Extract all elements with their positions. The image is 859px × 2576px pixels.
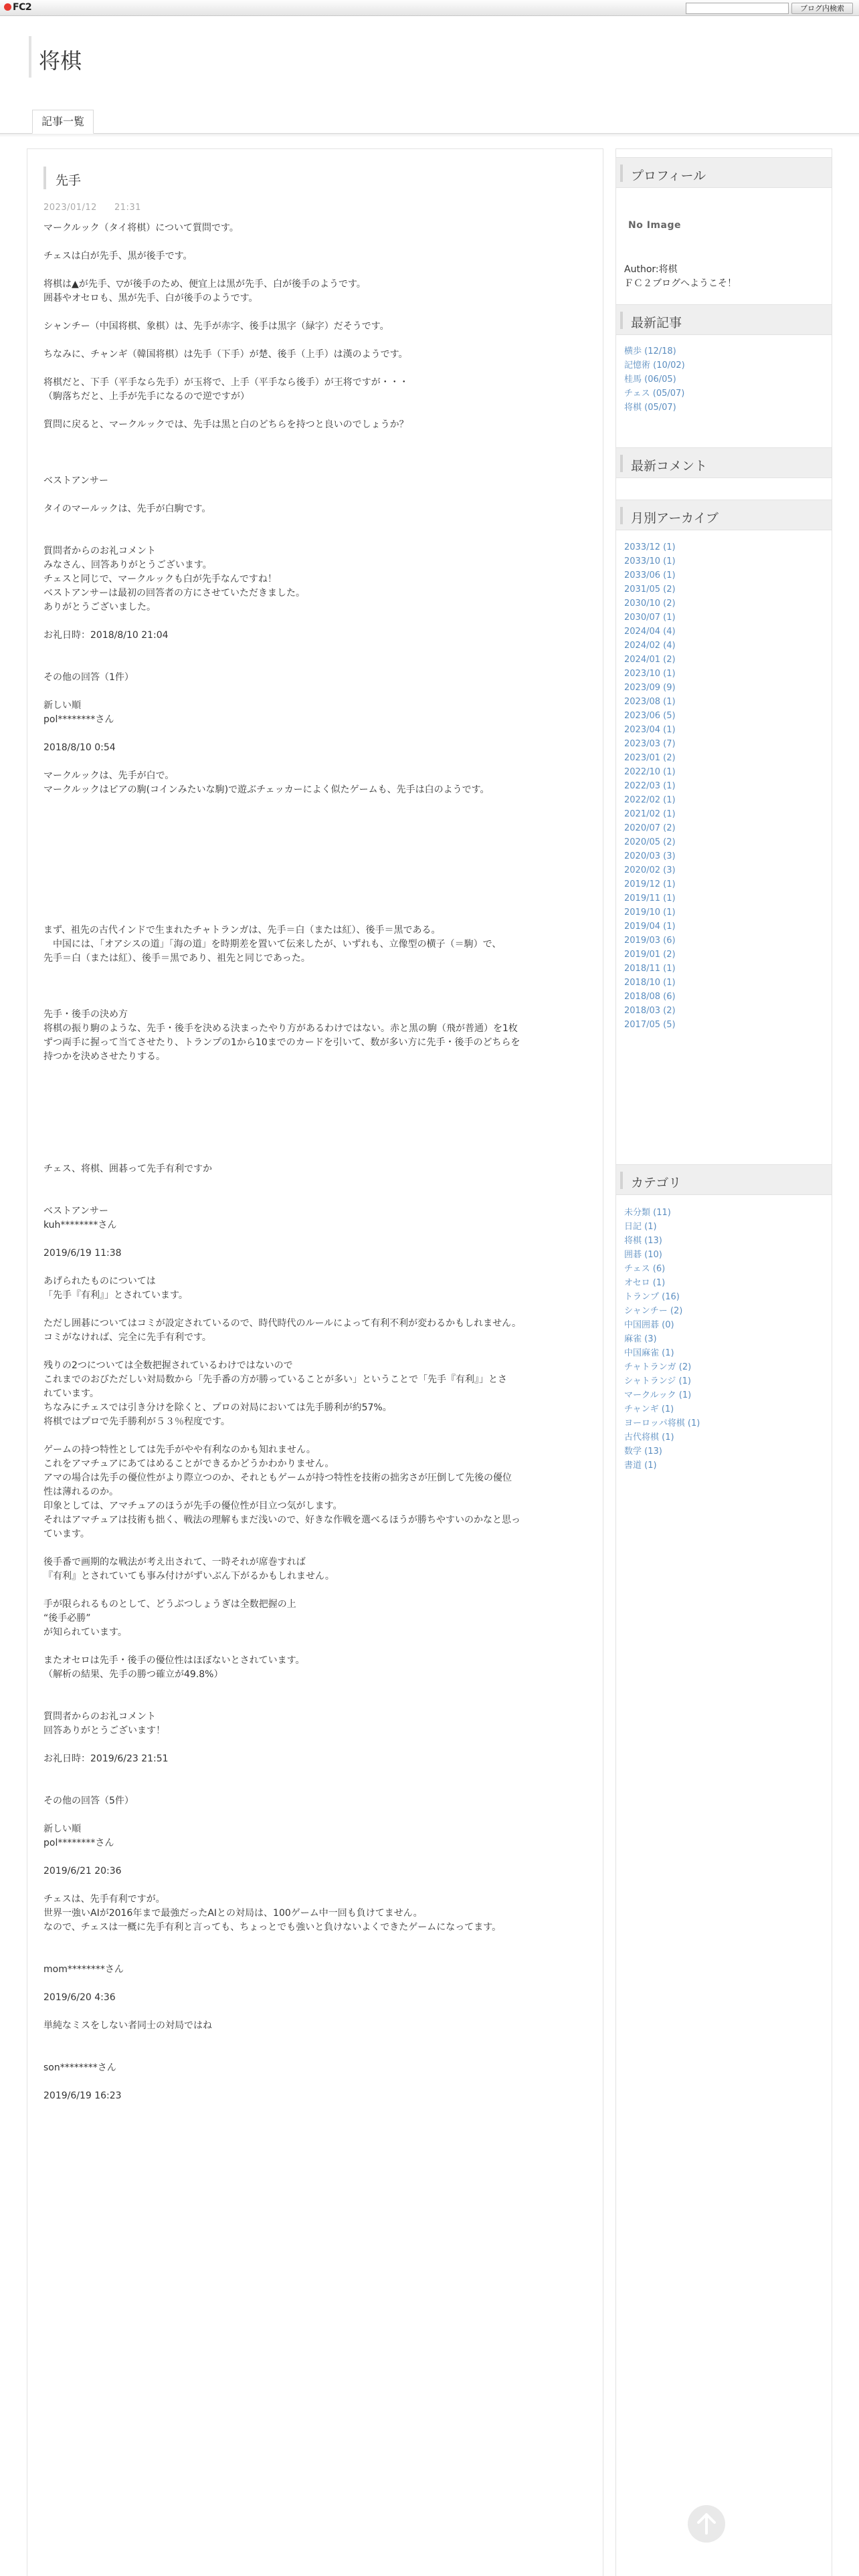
blog-header	[0, 16, 859, 134]
fc2-logo[interactable]	[4, 2, 31, 13]
archive-link[interactable]: 2033/06 (1)	[624, 570, 676, 580]
category-link[interactable]: マークルック (1)	[624, 1390, 692, 1400]
category-link[interactable]: ヨーロッパ将棋 (1)	[624, 1418, 700, 1428]
category-link[interactable]: チャンギ (1)	[624, 1404, 674, 1414]
entry-paragraph: 印象としては、アマチュアのほうが先手の優位性が目立つ気がします。	[43, 1501, 343, 1511]
entry-blank-line	[43, 1696, 592, 1710]
archive-item	[624, 625, 676, 639]
archive-item	[624, 990, 676, 1004]
category-link[interactable]: シャトランジ (1)	[624, 1376, 691, 1386]
entry-paragraph: son********さん	[43, 2062, 116, 2073]
entry-blank-line	[43, 2005, 592, 2019]
entry-paragraph: ベストアンサー	[43, 475, 109, 486]
profile-no-image: No Image	[628, 220, 681, 231]
category-item	[624, 1430, 700, 1444]
entry-blank-line	[43, 615, 592, 629]
archive-link[interactable]: 2021/02 (1)	[624, 809, 676, 819]
sidebar-heading-text: プロフィール	[631, 169, 706, 183]
archive-item	[624, 1004, 676, 1018]
category-item	[624, 1290, 700, 1304]
fc2-toolbar	[0, 0, 859, 16]
entry-blank-line	[43, 727, 592, 741]
entry-blank-line	[43, 263, 592, 278]
entry-paragraph: これまでのおびただしい対局数から「先手番の方が勝っていることが多い」ということで「先手『有利』」とさ	[43, 1374, 507, 1385]
entry-blank-line	[43, 2033, 592, 2047]
category-item	[624, 1318, 700, 1332]
archive-item	[624, 639, 676, 653]
entry-paragraph: 将棋ではプロで先手勝利が５３％程度です。	[43, 1416, 230, 1427]
entry-paragraph: あげられたものについては	[43, 1276, 156, 1287]
entry-blank-line	[43, 685, 592, 699]
archive-item	[624, 807, 676, 821]
archive-item	[624, 891, 676, 905]
category-link[interactable]: 日記 (1)	[624, 1222, 657, 1232]
archive-item	[624, 568, 676, 582]
archive-link[interactable]: 2023/01 (2)	[624, 753, 676, 763]
archive-item	[624, 597, 676, 611]
archive-link[interactable]: 2018/11 (1)	[624, 964, 676, 974]
entry-paragraph: kuh********さん	[43, 1220, 117, 1230]
recent-article-item	[624, 401, 685, 415]
main-column	[27, 148, 603, 2576]
archive-link[interactable]: 2030/07 (1)	[624, 613, 676, 623]
header-shadow	[0, 134, 859, 137]
archive-item	[624, 667, 676, 681]
archive-link[interactable]: 2023/10 (1)	[624, 669, 676, 679]
entry-paragraph: ちなみにチェスでは引き分けを除くと、プロの対局においては先手勝利が約57%。	[43, 1402, 392, 1413]
archive-link[interactable]: 2024/01 (2)	[624, 655, 676, 665]
entry-blank-line	[43, 1850, 592, 1864]
entry-paragraph: ちなみに、チャンギ（韓国将棋）は先手（下手）が楚、後手（上手）は漢のようです。	[43, 349, 408, 360]
heading-marker	[620, 312, 623, 329]
entry-paragraph: アマの場合は先手の優位性がより際立つのか、それともゲームが持つ特性を技術の拙劣さが圧倒して先後の優位	[43, 1473, 512, 1483]
entry-paragraph: お礼日時：2019/6/23 21:51	[43, 1753, 169, 1764]
entry-paragraph: マークルック（タイ将棋）について質問です。	[43, 223, 239, 233]
archive-item	[624, 765, 676, 779]
category-link[interactable]: チャトランガ (2)	[624, 1362, 692, 1372]
category-link[interactable]: 書道 (1)	[624, 1461, 657, 1471]
category-link[interactable]: 未分類 (11)	[624, 1208, 671, 1218]
entry-blank-line	[43, 1879, 592, 1893]
header-accent-bar	[29, 36, 31, 78]
recent-article-item	[624, 387, 685, 401]
entry-paragraph: ベストアンサーは最初の回答者の方にさせていただきました。	[43, 588, 306, 599]
archive-link[interactable]: 2019/11 (1)	[624, 893, 676, 903]
archive-link[interactable]: 2023/03 (7)	[624, 739, 676, 749]
category-link[interactable]: 中国麻雀 (1)	[624, 1348, 674, 1358]
category-link[interactable]: 数学 (13)	[624, 1446, 662, 1457]
fc2-logo-icon	[4, 3, 11, 11]
entry-paragraph: マークルックはピアの駒(コインみたいな駒)で遊ぶチェッカーによく似たゲームも、先手は白のようです。	[43, 784, 490, 795]
entry-paragraph: それはアマチュアは技術も拙く、戦法の理解もまだ浅いので、好きな作戦を選べるほうが勝ちやすいのかなと思っ	[43, 1515, 521, 1525]
archive-link[interactable]: 2033/12 (1)	[624, 542, 676, 552]
archive-link[interactable]: 2019/10 (1)	[624, 907, 676, 918]
entry-blank-line	[43, 530, 592, 544]
entry-paragraph: コミがなければ、完全に先手有利です。	[43, 1332, 211, 1343]
sidebar-heading-text: 最新コメント	[631, 459, 708, 473]
entry-blank-line	[43, 516, 592, 530]
archive-item	[624, 709, 676, 723]
entry-title[interactable]: 先手	[56, 173, 82, 188]
category-item	[624, 1206, 700, 1220]
entry-blank-line	[43, 1738, 592, 1752]
category-item	[624, 1416, 700, 1430]
entry-paragraph: 残りの2つについては全数把握されているわけではないので	[43, 1360, 293, 1371]
category-item	[624, 1304, 700, 1318]
category-link[interactable]: 古代将棋 (1)	[624, 1432, 674, 1442]
archive-link[interactable]: 2020/05 (2)	[624, 837, 676, 847]
archive-link[interactable]: 2024/04 (4)	[624, 627, 676, 637]
archive-item	[624, 695, 676, 709]
entry-blank-line	[43, 1541, 592, 1555]
category-link[interactable]: 麻雀 (3)	[624, 1334, 657, 1344]
entry-paragraph: 質問に戻ると、マークルックでは、先手は黒と白のどちらを持つと良いのでしょうか？	[43, 419, 409, 430]
entry-blank-line	[43, 1190, 592, 1204]
archive-link[interactable]: 2017/05 (5)	[624, 1020, 676, 1030]
archive-item	[624, 611, 676, 625]
archive-link[interactable]: 2024/02 (4)	[624, 641, 676, 651]
blog-search-button[interactable]: ブログ内検索	[791, 3, 853, 14]
entry-paragraph: みなさん、回答ありがとうございます。	[43, 560, 212, 570]
category-item	[624, 1444, 700, 1459]
sidebar-heading-categories	[616, 1164, 832, 1195]
recent-articles-list	[624, 344, 685, 415]
archive-item	[624, 948, 676, 962]
archive-link[interactable]: 2018/08 (6)	[624, 992, 676, 1002]
entry-blank-line	[43, 1584, 592, 1598]
archive-item	[624, 905, 676, 920]
archive-item	[624, 653, 676, 667]
archive-link[interactable]: 2020/02 (3)	[624, 865, 676, 875]
category-item	[624, 1360, 700, 1374]
archive-link[interactable]: 2022/10 (1)	[624, 767, 676, 777]
entry-paragraph: 将棋だと、下手（平手なら先手）が玉将で、上手（平手なら後手）が王将ですが・・・	[43, 377, 409, 388]
category-item	[624, 1402, 700, 1416]
archive-link[interactable]: 2031/05 (2)	[624, 584, 676, 595]
entry-paragraph: 2019/6/21 20:36	[43, 1866, 122, 1876]
category-link[interactable]: チェス (6)	[624, 1264, 666, 1274]
category-item	[624, 1332, 700, 1346]
archive-link[interactable]: 2018/03 (2)	[624, 1006, 676, 1016]
entry-header	[43, 167, 587, 189]
entry-blank-line	[43, 755, 592, 769]
category-item	[624, 1220, 700, 1234]
category-item	[624, 1234, 700, 1248]
entry-blank-line	[43, 2047, 592, 2061]
entry-body	[43, 221, 592, 2103]
entry-blank-line	[43, 488, 592, 502]
archive-item	[624, 681, 676, 695]
entry-blank-line	[43, 797, 592, 924]
sidebar-heading-recent	[616, 304, 832, 335]
entry-blank-line	[43, 994, 592, 1008]
category-item	[624, 1276, 700, 1290]
entry-paragraph: 手が限られるものとして、どうぶつしょうぎは全数把握の上	[43, 1599, 296, 1610]
entry-blank-line	[43, 643, 592, 657]
category-link[interactable]: 囲碁 (10)	[624, 1250, 662, 1260]
entry-paragraph: 質問者からのお礼コメント	[43, 1711, 156, 1722]
archive-item	[624, 863, 676, 877]
archive-item	[624, 779, 676, 793]
category-item	[624, 1388, 700, 1402]
entry-blank-line	[43, 460, 592, 474]
entry-date-time: 21:31	[114, 203, 141, 213]
archive-item	[624, 920, 676, 934]
sidebar-heading-text: カテゴリ	[631, 1176, 682, 1190]
sidebar-heading-text: 月別アーカイブ	[631, 511, 719, 526]
entry-paragraph: 持つかを決めさせたりする。	[43, 1051, 165, 1062]
archive-item	[624, 540, 676, 554]
entry-blank-line	[43, 362, 592, 376]
entry-paragraph: 世界一強いAIが2016年まで最強だったAIとの対局は、100ゲーム中一回も負けてません。	[43, 1908, 423, 1919]
archive-item	[624, 751, 676, 765]
archive-link[interactable]: 2033/10 (1)	[624, 556, 676, 566]
entry-paragraph: まず、祖先の古代インドで生まれたチャトランガは、先手＝白（または紅）、後手＝黒である。	[43, 925, 441, 936]
entry-blank-line	[43, 1064, 592, 1162]
recent-article-link[interactable]: 横歩 (12/18)	[624, 346, 676, 356]
recent-article-item	[624, 344, 685, 358]
entry-blank-line	[43, 334, 592, 348]
entry-paragraph: その他の回答（1件）	[43, 672, 134, 683]
entry-blank-line	[43, 657, 592, 671]
entry-paragraph: 将棋は▲が先手、▽が後手のため、便宜上は黒が先手、白が後手のようです。	[43, 279, 366, 290]
entry-paragraph: （駒落ちだと、上手が先手になるので逆ですが）	[43, 391, 250, 402]
archive-item	[624, 821, 676, 835]
sidebar-heading-archives	[616, 500, 832, 530]
entry-paragraph: 「先手『有利』」とされています。	[43, 1290, 188, 1301]
category-list	[624, 1206, 700, 1473]
category-item	[624, 1374, 700, 1388]
entry-paragraph: チェス、将棋、囲碁って先手有利ですか	[43, 1164, 212, 1174]
category-link[interactable]: シャンチー (2)	[624, 1306, 683, 1316]
entry-paragraph: pol********さん	[43, 714, 114, 725]
heading-marker	[620, 507, 623, 524]
category-link[interactable]: オセロ (1)	[624, 1278, 666, 1288]
entry-paragraph: 2018/8/10 0:54	[43, 742, 116, 753]
recent-article-item	[624, 358, 685, 372]
entry-paragraph: mom********さん	[43, 1964, 124, 1975]
entry-paragraph: 新しい順	[43, 1824, 81, 1834]
entry-paragraph: ただし囲碁についてはコミが設定されているので、時代時代のルールによって有利不利が変わるかもしれません。	[43, 1318, 521, 1329]
entry-blank-line	[43, 306, 592, 320]
entry-date-day: 2023/01/12	[43, 203, 97, 213]
archive-item	[624, 934, 676, 948]
entry-paragraph: 『有利』とされていても事み付けがずいぶん下がるかもしれません。	[43, 1571, 335, 1582]
sidebar-heading-profile	[616, 157, 832, 188]
entry-blank-line	[43, 446, 592, 460]
archive-link[interactable]: 2023/09 (9)	[624, 683, 676, 693]
entry-blank-line	[43, 1808, 592, 1822]
archive-item	[624, 582, 676, 597]
blog-search-input[interactable]	[686, 3, 789, 14]
recent-article-link[interactable]: 桂馬 (06/05)	[624, 374, 676, 385]
entry-paragraph: が知られています。	[43, 1627, 127, 1638]
entry-paragraph: チェスは白が先手、黒が後手です。	[43, 251, 193, 261]
entry-blank-line	[43, 1232, 592, 1247]
archive-link[interactable]: 2019/04 (1)	[624, 922, 676, 932]
entry-blank-line	[43, 2075, 592, 2089]
entry-blank-line	[43, 1949, 592, 1963]
entry-blank-line	[43, 1977, 592, 1991]
category-item	[624, 1262, 700, 1276]
recent-article-link[interactable]: チェス (05/07)	[624, 389, 685, 399]
entry-blank-line	[43, 1261, 592, 1275]
entry-blank-line	[43, 966, 592, 994]
entry-paragraph: チェスと同じで、マークルックも白が先手なんですね！	[43, 574, 277, 584]
archive-item	[624, 877, 676, 891]
entry-paragraph: 2019/6/19 16:23	[43, 2090, 122, 2101]
entry-paragraph: 2019/6/19 11:38	[43, 1248, 122, 1259]
archive-link[interactable]: 2022/02 (1)	[624, 795, 676, 805]
fc2-logo-text: FC2	[13, 2, 32, 13]
entry-paragraph: 2019/6/20 4:36	[43, 1992, 116, 2003]
heading-marker	[620, 1172, 623, 1189]
heading-marker	[620, 455, 623, 472]
entry-paragraph: 後手番で画期的な戦法が考え出されて、一時それが席巻すれば	[43, 1557, 306, 1568]
archive-link[interactable]: 2019/01 (2)	[624, 950, 676, 960]
entry-paragraph: その他の回答（5件）	[43, 1796, 134, 1806]
category-item	[624, 1248, 700, 1262]
archive-item	[624, 835, 676, 849]
entry-blank-line	[43, 1780, 592, 1794]
entry-blank-line	[43, 1682, 592, 1696]
entry-blank-line	[43, 1345, 592, 1359]
entry-blank-line	[43, 1429, 592, 1443]
category-item	[624, 1346, 700, 1360]
entry-blank-line	[43, 404, 592, 418]
archive-link[interactable]: 2022/03 (1)	[624, 781, 676, 791]
entry-paragraph: チェスは、先手有利ですが。	[43, 1894, 165, 1905]
archive-link[interactable]: 2020/03 (3)	[624, 851, 676, 861]
entry-paragraph: シャンチー（中国将棋、象棋）は、先手が赤字、後手は黒字（緑字）だそうです。	[43, 321, 389, 332]
profile-welcome: ＦＣ２ブログへようこそ！	[624, 278, 737, 289]
entry-paragraph: “後手必勝”	[43, 1613, 91, 1624]
entry-paragraph: 囲碁やオセロも、黒が先手、白が後手のようです。	[43, 293, 258, 304]
entry-blank-line	[43, 1766, 592, 1780]
archive-link[interactable]: 2023/08 (1)	[624, 697, 676, 707]
entry-blank-line	[43, 432, 592, 446]
archive-item	[624, 737, 676, 751]
entry-paragraph: ゲームの持つ特性としては先手がやや有利なのかも知れません。	[43, 1444, 316, 1455]
entry-paragraph: これをアマチュアにあてはめることができるかどうかわかりません。	[43, 1459, 335, 1469]
archive-link[interactable]: 2019/12 (1)	[624, 879, 676, 889]
arrow-up-icon	[697, 2513, 716, 2535]
sidebar-heading-text: 最新記事	[631, 316, 682, 330]
category-link[interactable]: トランプ (16)	[624, 1292, 680, 1302]
entry-paragraph: 単純なミスをしない者同士の対局ではね	[43, 2020, 212, 2031]
entry-paragraph: （解析の結果、先手の勝つ確立が49.8%）	[43, 1669, 223, 1680]
entry-paragraph: ありがとうございました。	[43, 602, 156, 613]
nav-tab-article-list[interactable]: 記事一覧	[32, 110, 94, 134]
archive-item	[624, 849, 676, 863]
heading-marker	[620, 165, 623, 182]
entry-paragraph: ています。	[43, 1529, 90, 1539]
entry-paragraph: ベストアンサー	[43, 1206, 109, 1216]
entry-blank-line	[43, 1176, 592, 1190]
entry-paragraph: 質問者からのお礼コメント	[43, 546, 156, 556]
archive-item	[624, 554, 676, 568]
entry-paragraph: 新しい順	[43, 700, 81, 711]
archive-link[interactable]: 2023/06 (5)	[624, 711, 676, 721]
entry-paragraph: pol********さん	[43, 1838, 114, 1848]
entry-paragraph: ずつ両手に握って当てさせたり、トランプの1から10までのカードを引いて、数が多い方に先手・後手のどちらを	[43, 1037, 520, 1048]
sidebar-heading-comments	[616, 447, 832, 478]
archive-item	[624, 793, 676, 807]
archive-item	[624, 962, 676, 976]
entry-paragraph: またオセロは先手・後手の優位性はほぼないとされています。	[43, 1655, 305, 1666]
scroll-to-top-button[interactable]	[688, 2505, 725, 2543]
archive-item	[624, 723, 676, 737]
entry-paragraph: 将棋の振り駒のような、先手・後手を決める決まったやり方があるわけではない。赤と黒の駒（飛が普通）を1枚	[43, 1023, 518, 1034]
entry-paragraph: 先手・後手の決め方	[43, 1009, 128, 1020]
entry-paragraph: タイのマールックは、先手が白駒です。	[43, 504, 211, 514]
profile-author-name: Author:将棋	[624, 264, 678, 275]
archive-link[interactable]: 2030/10 (2)	[624, 599, 676, 609]
entry-paragraph: 先手＝白（または紅）、後手＝黒であり、祖先と同じであった。	[43, 953, 310, 964]
entry-blank-line	[43, 1640, 592, 1654]
blog-title[interactable]: 将棋	[39, 48, 82, 74]
archive-item	[624, 976, 676, 990]
entry-paragraph: れています。	[43, 1388, 99, 1399]
entry-blank-line	[43, 1303, 592, 1317]
archive-item	[624, 1018, 676, 1032]
entry-blank-line	[43, 1935, 592, 1949]
entry-paragraph: 中国には、「オアシスの道」「海の道」を時期差を置いて伝来したが、いずれも、立像型の横子（＝駒）で、	[43, 939, 502, 950]
entry-paragraph: 回答ありがとうございます！	[43, 1725, 165, 1736]
recent-article-item	[624, 372, 685, 387]
recent-article-link[interactable]: 将棋 (05/07)	[624, 403, 676, 413]
monthly-archive-list	[624, 540, 676, 1032]
archive-link[interactable]: 2019/03 (6)	[624, 936, 676, 946]
archive-link[interactable]: 2018/10 (1)	[624, 978, 676, 988]
entry-date	[43, 203, 159, 213]
entry-paragraph: なので、チェスは一概に先手有利と言っても、ちょっとでも強いと負けないよくできたゲームになってます。	[43, 1922, 502, 1933]
recent-article-link[interactable]: 記憶術 (10/02)	[624, 360, 685, 370]
sidebar	[615, 148, 832, 2576]
category-link[interactable]: 将棋 (13)	[624, 1236, 662, 1246]
entry-blank-line	[43, 235, 592, 249]
archive-link[interactable]: 2020/07 (2)	[624, 823, 676, 833]
profile-author	[624, 263, 737, 291]
entry-paragraph: 性は薄れるのか。	[43, 1487, 118, 1497]
entry-paragraph: お礼日時：2018/8/10 21:04	[43, 630, 169, 641]
archive-link[interactable]: 2023/04 (1)	[624, 725, 676, 735]
category-item	[624, 1459, 700, 1473]
entry-paragraph: マークルックは、先手が白で。	[43, 770, 175, 781]
category-link[interactable]: 中国囲碁 (0)	[624, 1320, 674, 1330]
